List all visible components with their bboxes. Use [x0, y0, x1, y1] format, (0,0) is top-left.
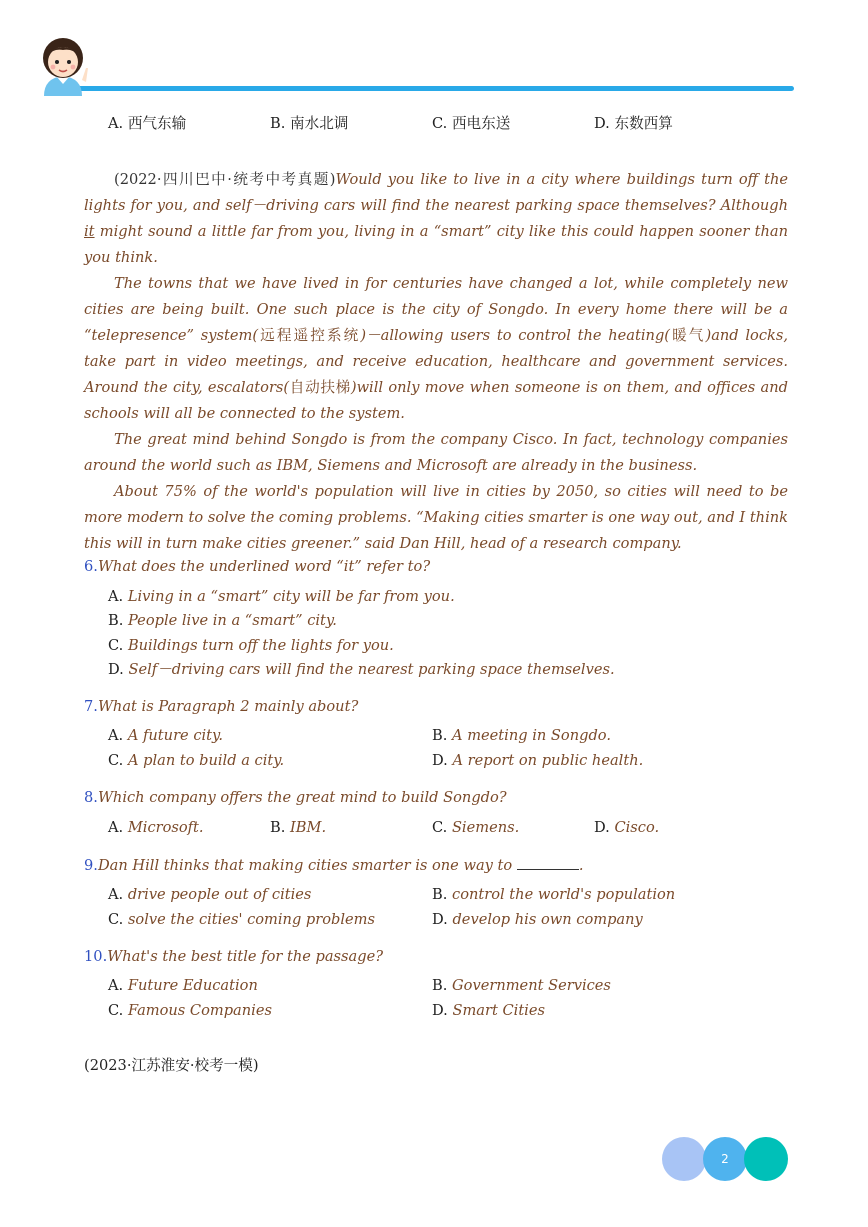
top-option-c[interactable]: C. 西电东送: [432, 115, 511, 132]
q9-option-b[interactable]: B. control the world's population: [432, 886, 676, 903]
reading-passage: [84, 167, 788, 557]
q8-option-a[interactable]: A. Microsoft.: [108, 819, 204, 836]
question-6: 6.What does the underlined word “it” refer to?: [84, 558, 431, 575]
top-option-b[interactable]: B. 南水北调: [270, 115, 349, 132]
next-passage-source: (2023·江苏淮安·校考一模): [84, 1057, 259, 1074]
q8-option-d[interactable]: D. Cisco.: [594, 819, 660, 836]
top-option-a[interactable]: A. 西气东输: [108, 115, 187, 132]
question-10: 10.What's the best title for the passage?: [84, 948, 384, 965]
q7-options-row-1: [108, 724, 788, 748]
q10-option-c[interactable]: C. Famous Companies: [108, 1002, 272, 1019]
q9-options-row-2: [108, 908, 788, 932]
q7-option-c[interactable]: C. A plan to build a city.: [108, 752, 285, 769]
pager-prev-circle: [662, 1137, 706, 1181]
answer-blank[interactable]: [517, 855, 579, 870]
q6-option-a[interactable]: A. Living in a “smart” city will be far from you.: [108, 588, 455, 605]
q7-option-a[interactable]: A. A future city.: [108, 727, 223, 744]
teacher-avatar-icon: [30, 34, 96, 96]
q7-option-b[interactable]: B. A meeting in Songdo.: [432, 727, 611, 744]
question-9: 9.Dan Hill thinks that making cities smarter is one way to .: [84, 857, 584, 874]
q9-option-a[interactable]: A. drive people out of cities: [108, 886, 312, 903]
q7-options-row-2: [108, 749, 788, 773]
top-options: [108, 112, 788, 136]
q8-options: [108, 816, 788, 840]
q10-options-row-1: [108, 974, 788, 998]
pager-next-circle: [744, 1137, 788, 1181]
q10-option-b[interactable]: B. Government Services: [432, 977, 611, 994]
q6-option-d[interactable]: D. Self－driving cars will find the nearest parking space themselves.: [108, 661, 615, 678]
q6-option-b[interactable]: B. People live in a “smart” city.: [108, 612, 337, 629]
q10-option-d[interactable]: D. Smart Cities: [432, 1002, 545, 1019]
q8-option-c[interactable]: C. Siemens.: [432, 819, 520, 836]
page-number: 2: [703, 1137, 747, 1181]
header-bar: [70, 86, 794, 91]
q10-option-a[interactable]: A. Future Education: [108, 977, 258, 994]
question-7: 7.What is Paragraph 2 mainly about?: [84, 698, 359, 715]
passage-paragraph-3: The great mind behind Songdo is from the company Cisco. In fact, technology companies around the world such as IBM, Siemens and Microsoft are already in the business.: [84, 431, 788, 474]
question-8: 8.Which company offers the great mind to build Songdo?: [84, 789, 507, 806]
q6-option-c[interactable]: C. Buildings turn off the lights for you.: [108, 637, 394, 654]
q10-options-row-2: [108, 999, 788, 1023]
passage-paragraph-4: About 75% of the world's population will live in cities by 2050, so cities will need to be more modern to solve the coming problems. “Making cities smarter is one way out, and I think this will in turn make cities greener.” said Dan Hill, head of a research company.: [84, 483, 788, 552]
top-option-d[interactable]: D. 东数西算: [594, 115, 673, 132]
underlined-word: it: [84, 223, 95, 240]
q9-options-row-1: [108, 883, 788, 907]
passage-paragraph-1: (2022·四川巴中·统考中考真题)Would you like to live in a city where buildings turn off the lights for you, and self－driving cars will find the nearest parking space themselves? Although it might sound a little far from you, living in a “smart” city like this could happen sooner than you think.: [84, 171, 788, 266]
q8-option-b[interactable]: B. IBM.: [270, 819, 327, 836]
passage-paragraph-2: The towns that we have lived in for centuries have changed a lot, while completely new cities are being built. One such place is the city of Songdo. In every home there will be a “telepresence” system(远程遥控系统)－allowing users to control the heating(暖气)and locks, take part in video meetings, and receive education, healthcare and government services. Around the city, escalators(自动扶梯)will only move when someone is on them, and offices and schools will all be connected to the system.: [84, 275, 788, 422]
q9-option-d[interactable]: D. develop his own company: [432, 911, 643, 928]
q7-option-d[interactable]: D. A report on public health.: [432, 752, 644, 769]
q9-option-c[interactable]: C. solve the cities' coming problems: [108, 911, 376, 928]
